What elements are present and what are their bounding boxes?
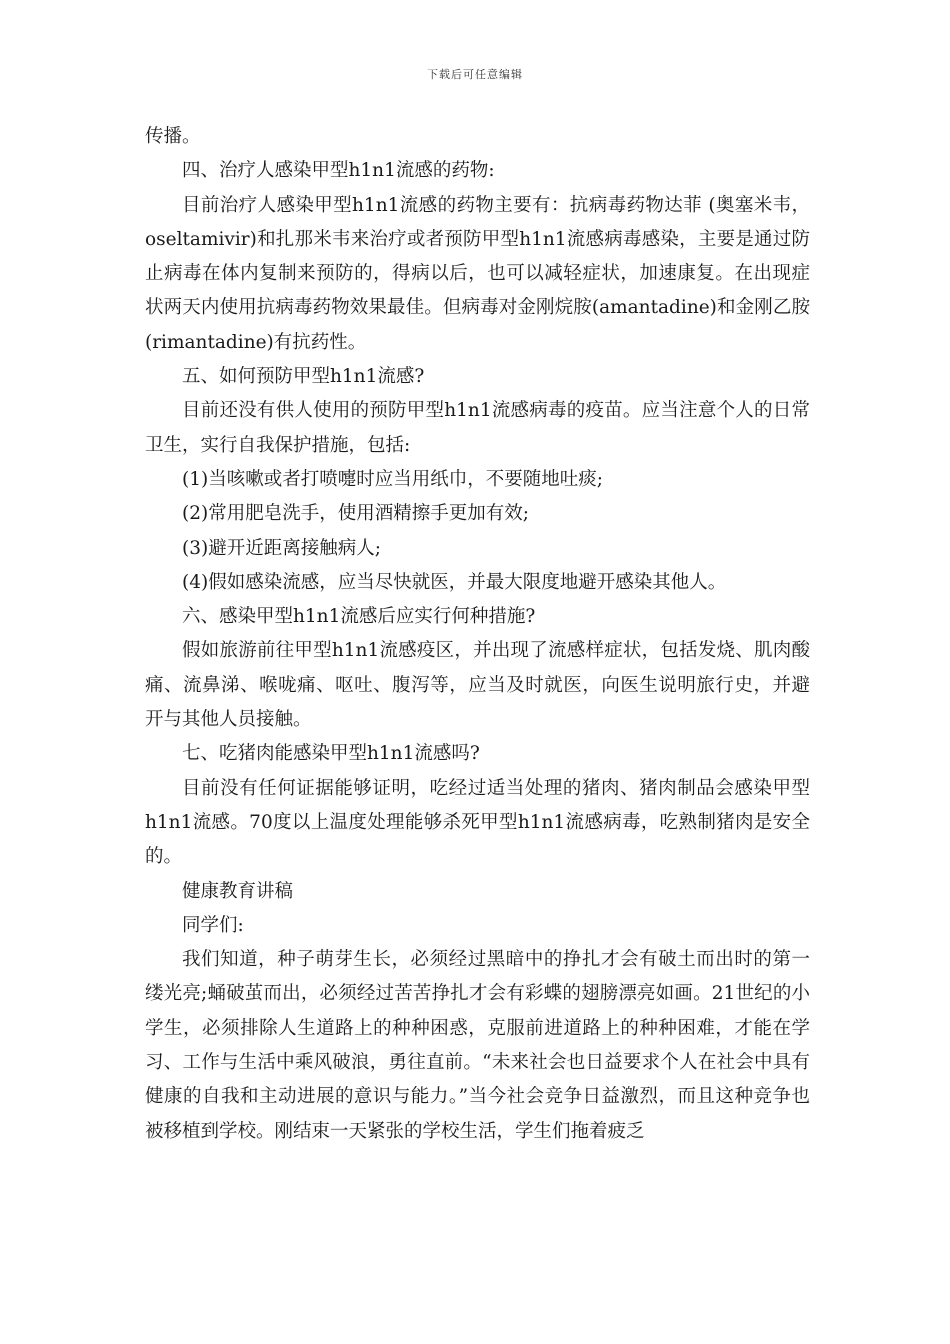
document-body: [145, 120, 810, 1149]
list-item-2: (2)常用肥皂洗手，使用酒精擦手更加有效;: [182, 503, 529, 525]
section-heading-4: 四、治疗人感染甲型h1n1流感的药物:: [182, 160, 495, 182]
paragraph-continuation: 传播。: [145, 126, 201, 147]
paragraph-lecture-body: 我们知道，种子萌芽生长，必须经过黑暗中的挣扎才会有破土而出时的第一缕光亮;蛹破茧而出，必须经过苦苦挣扎才会有彩蝶的翅膀漂亮如画。21世纪的小学生，必须排除人生道路上的种种困惑，克服前进道路上的种种困难，才能在学习、工作与生活中乘风破浪，勇往直前。“未来社会也日益要求个人在社会中具有健康的自我和主动进展的意识与能力。”当今社会竞争日益激烈，而且这种竞争也被移植到学校。刚结束一天紧张的学校生活，学生们拖着疲乏: [145, 949, 810, 1142]
paragraph-pork: 目前没有任何证据能够证明，吃经过适当处理的猪肉、猪肉制品会感染甲型h1n1流感。70度以上温度处理能够杀死甲型h1n1流感病毒，吃熟制猪肉是安全的。: [145, 777, 810, 868]
list-item-1: (1)当咳嗽或者打喷嚏时应当用纸巾，不要随地吐痰;: [182, 468, 603, 490]
section-heading-5: 五、如何预防甲型h1n1流感?: [182, 366, 425, 388]
paragraph-drugs: 目前治疗人感染甲型h1n1流感的药物主要有：抗病毒药物达菲 (奥塞米韦，oseltamivir)和扎那米韦来治疗或者预防甲型h1n1流感病毒感染，主要是通过防止病毒在体内复制来预防的，得病以后，也可以减轻症状，加速康复。在出现症状两天内使用抗病毒药物效果最佳。但病毒对金刚烷胺(amantadine)和金刚乙胺(rimantadine)有抗药性。: [145, 194, 810, 353]
section-heading-7: 七、吃猪肉能感染甲型h1n1流感吗?: [182, 743, 480, 765]
list-item-3: (3)避开近距离接触病人;: [182, 537, 381, 559]
section-heading-6: 六、感染甲型h1n1流感后应实行何种措施?: [182, 606, 536, 628]
lecture-salutation: 同学们:: [182, 914, 244, 936]
page-header-note: 下载后可任意编辑: [427, 68, 523, 81]
list-item-4: (4)假如感染流感，应当尽快就医，并最大限度地避开感染其他人。: [182, 571, 727, 593]
paragraph-measures: 假如旅游前往甲型h1n1流感疫区，并出现了流感样症状，包括发烧、肌肉酸痛、流鼻涕、喉咙痛、呕吐、腹泻等，应当及时就医，向医生说明旅行史，并避开与其他人员接触。: [145, 640, 810, 731]
paragraph-prevention: 目前还没有供人使用的预防甲型h1n1流感病毒的疫苗。应当注意个人的日常卫生，实行自我保护措施，包括:: [145, 400, 810, 456]
lecture-title: 健康教育讲稿: [182, 880, 294, 902]
